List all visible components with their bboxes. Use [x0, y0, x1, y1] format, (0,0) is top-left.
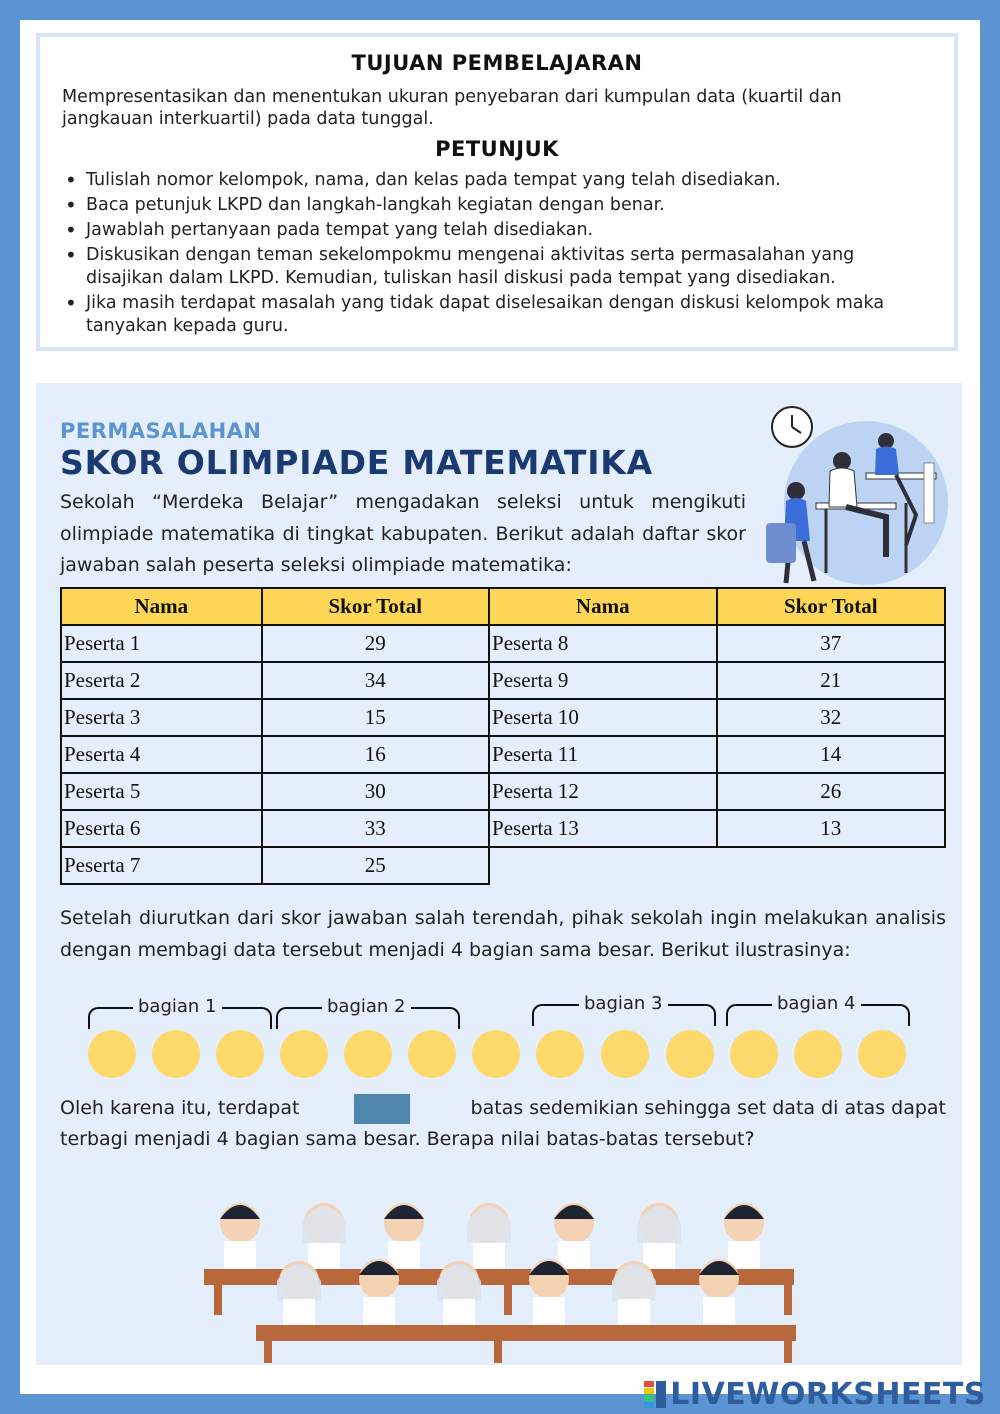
header-skor: Skor Total: [717, 588, 945, 625]
table-row: [61, 662, 945, 699]
participant-score: 13: [717, 810, 945, 847]
question-after: batas sedemikian sehingga set data di atas dapat: [470, 1097, 946, 1119]
instruction-item: • Jika masih terdapat masalah yang tidak dapat diselesaikan dengan diskusi kelompok maka tanyakan kepada guru.: [62, 292, 932, 338]
participant-score: 32: [717, 699, 945, 736]
participant-name: Peserta 4: [61, 736, 262, 773]
instruction-item: • Tulislah nomor kelompok, nama, dan kelas pada tempat yang telah disediakan.: [62, 169, 932, 192]
instructions-title: PETUNJUK: [435, 137, 559, 161]
participant-score: 29: [262, 625, 489, 662]
liveworksheets-logo-icon: [644, 1381, 666, 1409]
data-dot: [536, 1030, 584, 1078]
participant-name: Peserta 5: [61, 773, 262, 810]
instruction-item: • Baca petunjuk LKPD dan langkah-langkah kegiatan dengan benar.: [62, 194, 932, 217]
participant-score: 21: [717, 662, 945, 699]
problem-title: SKOR OLIMPIADE MATEMATIKA: [60, 443, 654, 482]
table-row: [61, 773, 945, 810]
data-dot: [216, 1030, 264, 1078]
part-label: bagian 4: [772, 993, 861, 1014]
data-dot: [666, 1030, 714, 1078]
participant-name: Peserta 12: [489, 773, 717, 810]
analysis-text: Setelah diurutkan dari skor jawaban salah terendah, pihak sekolah ingin melakukan analisis dengan membagi data tersebut menjadi 4 bagian sama besar. Berikut ilustrasinya:: [60, 907, 946, 961]
header-nama: Nama: [489, 588, 717, 625]
problem-intro: Sekolah “Merdeka Belajar” mengadakan seleksi untuk mengikuti olimpiade matematika di tingkat kabupaten. Berikut adalah daftar skor jawaban salah peserta seleksi olimpiade matematika:: [60, 491, 746, 576]
instruction-item: • Jawablah pertanyaan pada tempat yang telah disediakan.: [62, 219, 932, 242]
part-label: bagian 2: [322, 996, 411, 1017]
participant-name: Peserta 13: [489, 810, 717, 847]
participant-score: 33: [262, 810, 489, 847]
header-nama: Nama: [61, 588, 262, 625]
part-label: bagian 3: [579, 993, 668, 1014]
instructions-list: [62, 169, 932, 340]
data-dot: [408, 1030, 456, 1078]
data-dot: [280, 1030, 328, 1078]
empty-cell: [717, 847, 945, 884]
question-before: Oleh karena itu, terdapat: [60, 1097, 300, 1119]
table-row: [61, 699, 945, 736]
participant-score: 16: [262, 736, 489, 773]
participant-name: Peserta 11: [489, 736, 717, 773]
participant-name: Peserta 6: [61, 810, 262, 847]
objectives-text: Mempresentasikan dan menentukan ukuran penyebaran dari kumpulan data (kuartil dan jangkauan interkuartil) pada data tunggal.: [62, 87, 842, 129]
header-skor: Skor Total: [262, 588, 489, 625]
brand-name: LIVEWORKSHEETS: [670, 1377, 986, 1412]
table-header-row: [61, 588, 945, 625]
data-dot: [88, 1030, 136, 1078]
problem-panel: [36, 383, 962, 1365]
participant-name: Peserta 8: [489, 625, 717, 662]
participant-name: Peserta 3: [61, 699, 262, 736]
answer-input-box[interactable]: [354, 1094, 410, 1124]
objectives-box: [36, 33, 958, 351]
empty-cell: [489, 847, 717, 884]
data-dot: [730, 1030, 778, 1078]
participant-score: 26: [717, 773, 945, 810]
participant-score: 30: [262, 773, 489, 810]
question-line-2: terbagi menjadi 4 bagian sama besar. Berapa nilai batas-batas tersebut?: [60, 1128, 755, 1150]
part-label: bagian 1: [133, 996, 222, 1017]
participant-name: Peserta 2: [61, 662, 262, 699]
data-dot: [601, 1030, 649, 1078]
students-illustration: [204, 1193, 804, 1365]
participant-score: 14: [717, 736, 945, 773]
data-dot: [472, 1030, 520, 1078]
table-row: [61, 625, 945, 662]
data-dot: [794, 1030, 842, 1078]
liveworksheets-logo: [644, 1377, 986, 1412]
data-dot: [152, 1030, 200, 1078]
participant-score: 34: [262, 662, 489, 699]
participant-name: Peserta 10: [489, 699, 717, 736]
table-row: [61, 736, 945, 773]
instruction-item: • Diskusikan dengan teman sekelompokmu mengenai aktivitas serta permasalahan yang disajikan dalam LKPD. Kemudian, tuliskan hasil diskusi pada tempat yang disediakan.: [62, 244, 932, 290]
table-row: [61, 847, 945, 884]
participant-score: 15: [262, 699, 489, 736]
score-table: [60, 587, 946, 885]
participant-score: 25: [262, 847, 489, 884]
participant-name: Peserta 7: [61, 847, 262, 884]
data-dot: [858, 1030, 906, 1078]
problem-label: PERMASALAHAN: [60, 419, 262, 443]
data-dot: [344, 1030, 392, 1078]
table-row: [61, 810, 945, 847]
participant-name: Peserta 9: [489, 662, 717, 699]
objectives-title: TUJUAN PEMBELAJARAN: [351, 51, 643, 75]
participant-name: Peserta 1: [61, 625, 262, 662]
participant-score: 37: [717, 625, 945, 662]
classroom-illustration: [756, 403, 956, 593]
